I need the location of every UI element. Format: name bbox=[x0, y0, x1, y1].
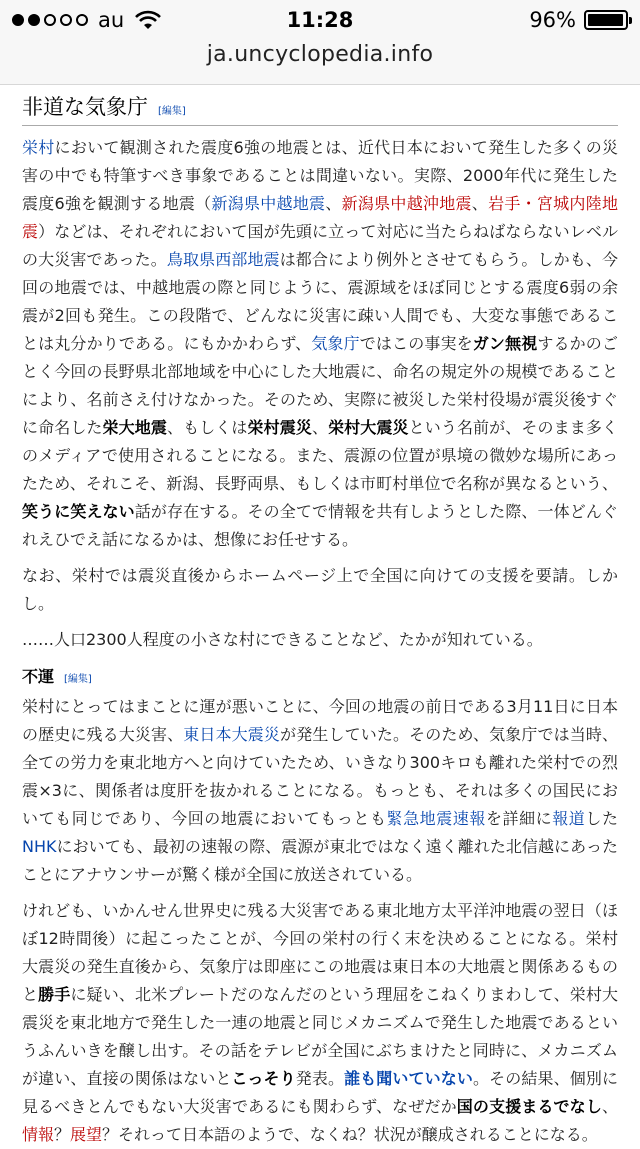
bold-text: 笑うに笑えない bbox=[22, 502, 135, 521]
text: 栄村にとってはまことに運が悪いことに、今回の地震の前日である3月11日に日本の歴史に残る大災害、 bbox=[22, 697, 618, 744]
text: 、 bbox=[311, 418, 329, 437]
subsection-title: 不運 bbox=[22, 667, 55, 686]
bold-text: 勝手 bbox=[38, 985, 71, 1004]
text: 発表。 bbox=[295, 1069, 345, 1088]
battery-status bbox=[529, 8, 628, 32]
text: けれども、いかんせん世界史に残る大災害である東北地方太平洋沖地震の翌日（ほぼ12時間後）に起こったことが、今回の栄村の行く末を決めることになる。栄村大震災の発生直後から、気象庁は即座にこの地震は東日本の大地震と関係あるものと bbox=[22, 901, 618, 1004]
text: 話が存在する。その全てで情報を共有しようとした際、一体どんぐれえひでえ話になるかは、想像にお任せする。 bbox=[22, 502, 618, 549]
bold-text: 栄村大震災 bbox=[328, 418, 409, 437]
link-nhk[interactable]: NHK bbox=[22, 837, 57, 856]
text: ？ bbox=[54, 1125, 71, 1144]
signal-dot bbox=[44, 14, 56, 26]
text: した bbox=[585, 809, 618, 828]
paragraph-4 bbox=[22, 693, 618, 889]
paragraph-1 bbox=[22, 134, 618, 554]
text: 。その結果、個別に見るべきとんでもない大災害であるにも関わらず、なぜだか bbox=[22, 1069, 618, 1116]
link-news-report[interactable]: 報道 bbox=[552, 809, 586, 828]
status-bar bbox=[0, 0, 640, 40]
text: ？それって日本語のようで、なくね？状況が醸成されることになる。 bbox=[102, 1125, 598, 1144]
text: 、もしくは bbox=[166, 418, 248, 437]
paragraph-5 bbox=[22, 897, 618, 1149]
carrier-name: au bbox=[98, 8, 125, 32]
signal-dot bbox=[28, 14, 40, 26]
text: するかのごとく今回の長野県北部地域を中心にした大地震に、命名の規定外の規模であることにより、名前さえ付けなかった。そのため、実際に被災した栄村役場が震災後すぐに命名した bbox=[22, 334, 618, 437]
bold-text: ガン無視 bbox=[472, 334, 538, 353]
text: 、 bbox=[471, 194, 489, 213]
section-heading bbox=[22, 91, 618, 126]
section-edit-link[interactable]: [編集] bbox=[158, 106, 186, 117]
text: という名前が、そのまま多くのメディアで使用されることになる。また、震源の位置が県境の微妙な場所にあったため、それこそ、新潟、長野両県、もしくは市町村単位で名称が異なるという、 bbox=[22, 418, 618, 493]
text: ではこの事実を bbox=[359, 334, 473, 353]
link-outlook[interactable]: 展望 bbox=[70, 1125, 103, 1144]
link-tottori-earthquake[interactable]: 鳥取県西部地震 bbox=[166, 250, 280, 269]
paragraph-2: なお、栄村では震災直後からホームページ上で全国に向けての支援を要請。しかし。 bbox=[22, 566, 618, 613]
signal-dot bbox=[76, 14, 88, 26]
text: を詳細に bbox=[485, 809, 553, 828]
bold-text: こっそり bbox=[231, 1069, 296, 1088]
link-jma[interactable]: 気象庁 bbox=[311, 334, 360, 353]
wifi-icon bbox=[134, 10, 162, 30]
link-great-east-japan-earthquake[interactable]: 東日本大震災 bbox=[183, 725, 281, 744]
battery-fill bbox=[588, 14, 623, 26]
section-title: 非道な気象庁 bbox=[22, 95, 148, 119]
battery-percent: 96% bbox=[529, 8, 576, 32]
url-bar[interactable] bbox=[0, 42, 640, 67]
link-earthquake-early-warning[interactable]: 緊急地震速報 bbox=[386, 809, 486, 828]
subsection-edit-link[interactable]: [編集] bbox=[64, 674, 92, 685]
status-time: 11:28 bbox=[286, 8, 354, 32]
paragraph-3: ……人口2300人程度の小さな村にできることなど、たかが知れている。 bbox=[22, 630, 543, 649]
signal-dot bbox=[12, 14, 24, 26]
text: ）などは、それぞれにおいて国が先頭に立って対応に当たらねばならないレベルの大災害であった。 bbox=[22, 222, 618, 269]
article-content bbox=[0, 85, 640, 1149]
text: 、 bbox=[601, 1097, 618, 1116]
browser-top-bar bbox=[0, 0, 640, 85]
signal-dot bbox=[60, 14, 72, 26]
text: に疑い、北米プレートだのなんだのという理屈をこねくりまわして、栄村大震災を東北地方で発生した一連の地震と同じメカニズムで発生した地震であるというふんいきを醸し出す。その話をテレビが全国にぶちまけたと同時に、メカニズムが違い、直接の関係はないと bbox=[22, 985, 618, 1088]
text: において観測された震度6強の地震とは、近代日本において発生した多くの災害の中でも特筆すべき事象であることは間違いない。実際、2000年代に発生した震度6強を観測する地震（ bbox=[22, 138, 618, 213]
link-chuetsu-oki-earthquake[interactable]: 新潟県中越沖地震 bbox=[341, 194, 472, 213]
subsection-heading bbox=[22, 664, 618, 687]
text: 、 bbox=[325, 194, 342, 213]
bold-text: 栄村震災 bbox=[247, 418, 312, 437]
text: が発生していた。そのため、気象庁では当時、全ての労力を東北地方へと向けていたため、いきなり300キロも離れた栄村での烈震×3に、関係者は度肝を抜かれることになる。もっとも、それは多くの国民においても同じであり、今回の地震においてもっとも bbox=[22, 725, 618, 828]
link-iwate-miyagi-earthquake[interactable]: 岩手・宮城内陸地震 bbox=[22, 194, 618, 241]
link-sakae-village[interactable]: 栄村 bbox=[22, 138, 55, 157]
battery-icon bbox=[584, 10, 628, 30]
link-information[interactable]: 情報 bbox=[22, 1125, 55, 1144]
bold-link-text: 誰も聞いていない bbox=[344, 1069, 474, 1088]
link-chuetsu-earthquake[interactable]: 新潟県中越地震 bbox=[211, 194, 326, 213]
bold-text: 栄大地震 bbox=[102, 418, 167, 437]
signal-strength-icon bbox=[12, 14, 88, 26]
bold-text: 国の支援まるでなし bbox=[456, 1097, 602, 1116]
text: は都合により例外とさせてもらう。しかも、今回の地震では、中越地震の際と同じように、震源域をほぼ同じとする震度6弱の余震が2回も発生。この段階で、どんなに災害に疎い人間でも、大変な事態であることは丸分かりである。にもかかわらず、 bbox=[22, 250, 618, 353]
url-text[interactable]: ja.uncyclopedia.info bbox=[206, 42, 434, 67]
text: においても、最初の速報の際、震源が東北ではなく遠く離れた北信越にあったことにアナウンサーが驚く様が全国に放送されている。 bbox=[22, 837, 618, 884]
